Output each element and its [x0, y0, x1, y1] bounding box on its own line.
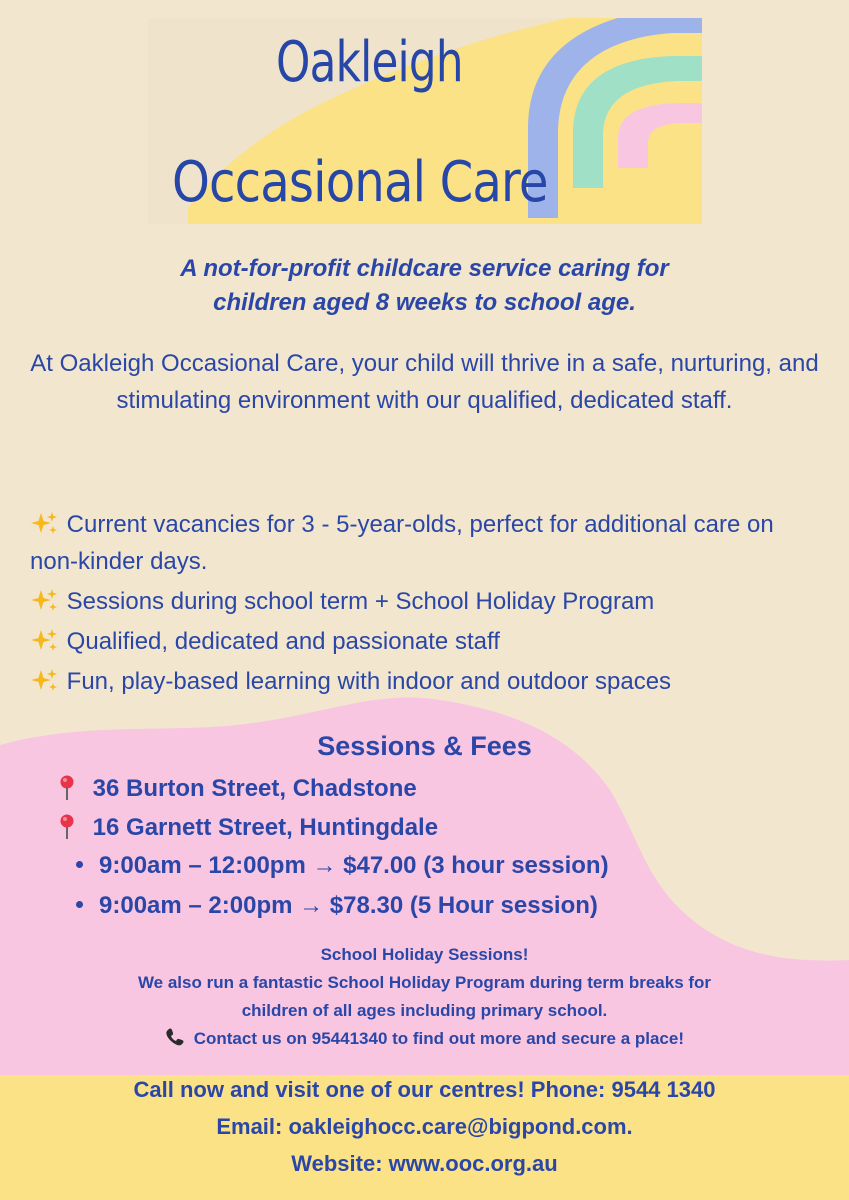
fee-text: 9:00am – 12:00pm → $47.00 (3 hour session): [99, 852, 609, 879]
footer-website: Website: www.ooc.org.au: [291, 1151, 558, 1176]
pin-icon: [56, 774, 78, 802]
bullet-icon: [76, 901, 83, 908]
sessions-title: Sessions & Fees: [317, 731, 532, 761]
feature-item: [30, 583, 820, 620]
intro-paragraph: At Oakleigh Occasional Care, your child will thrive in a safe, nurturing, and stimulating environment with our qualified, dedicated staff.: [30, 350, 819, 414]
logo: [148, 18, 702, 224]
fee-item: [76, 892, 609, 932]
fee-text: 9:00am – 2:00pm → $78.30 (5 Hour session): [99, 892, 598, 919]
location-text: 16 Garnett Street, Huntingdale: [92, 814, 439, 841]
location-item: [56, 774, 417, 803]
logo-text-line1: Oakleigh: [276, 30, 463, 95]
footer: [0, 1071, 849, 1182]
logo-text-line2: Occasional Care: [172, 150, 548, 215]
holiday-contact-text: Contact us on 95441340 to find out more and secure a place!: [193, 1029, 685, 1048]
sparkles-icon: [30, 628, 60, 652]
location-item: [56, 813, 438, 842]
sparkles-icon: [30, 588, 60, 612]
tagline: [0, 252, 849, 320]
feature-item: [30, 663, 820, 700]
holiday-contact: [20, 1025, 829, 1053]
sparkles-icon: [30, 511, 60, 535]
feature-text: Fun, play-based learning with indoor and outdoor spaces: [66, 668, 672, 695]
holiday-section: [20, 941, 829, 1053]
feature-text: Current vacancies for 3 - 5-year-olds, perfect for additional care on non-kinder days.: [30, 511, 774, 575]
feature-text: Sessions during school term + School Holiday Program: [66, 588, 655, 615]
phone-icon: [165, 1027, 185, 1047]
bullet-icon: [76, 861, 83, 868]
sparkles-icon: [30, 668, 60, 692]
holiday-line2: children of all ages including primary school.: [241, 1001, 608, 1020]
holiday-title: School Holiday Sessions!: [320, 945, 529, 964]
location-text: 36 Burton Street, Chadstone: [92, 775, 417, 802]
footer-call: Call now and visit one of our centres! Phone: 9544 1340: [133, 1077, 716, 1102]
fee-list: [76, 852, 609, 932]
holiday-line1: We also run a fantastic School Holiday Program during term breaks for: [137, 973, 712, 992]
tagline-line1: A not-for-profit childcare service caring for: [180, 255, 669, 282]
feature-item: [30, 623, 820, 660]
feature-item: [30, 506, 820, 580]
feature-list: [30, 506, 820, 703]
tagline-line2: children aged 8 weeks to school age.: [213, 289, 636, 316]
fee-item: [76, 852, 609, 892]
footer-email: Email: oakleighocc.care@bigpond.com.: [216, 1114, 633, 1139]
feature-text: Qualified, dedicated and passionate staff: [66, 628, 500, 655]
pin-icon: [56, 813, 78, 841]
